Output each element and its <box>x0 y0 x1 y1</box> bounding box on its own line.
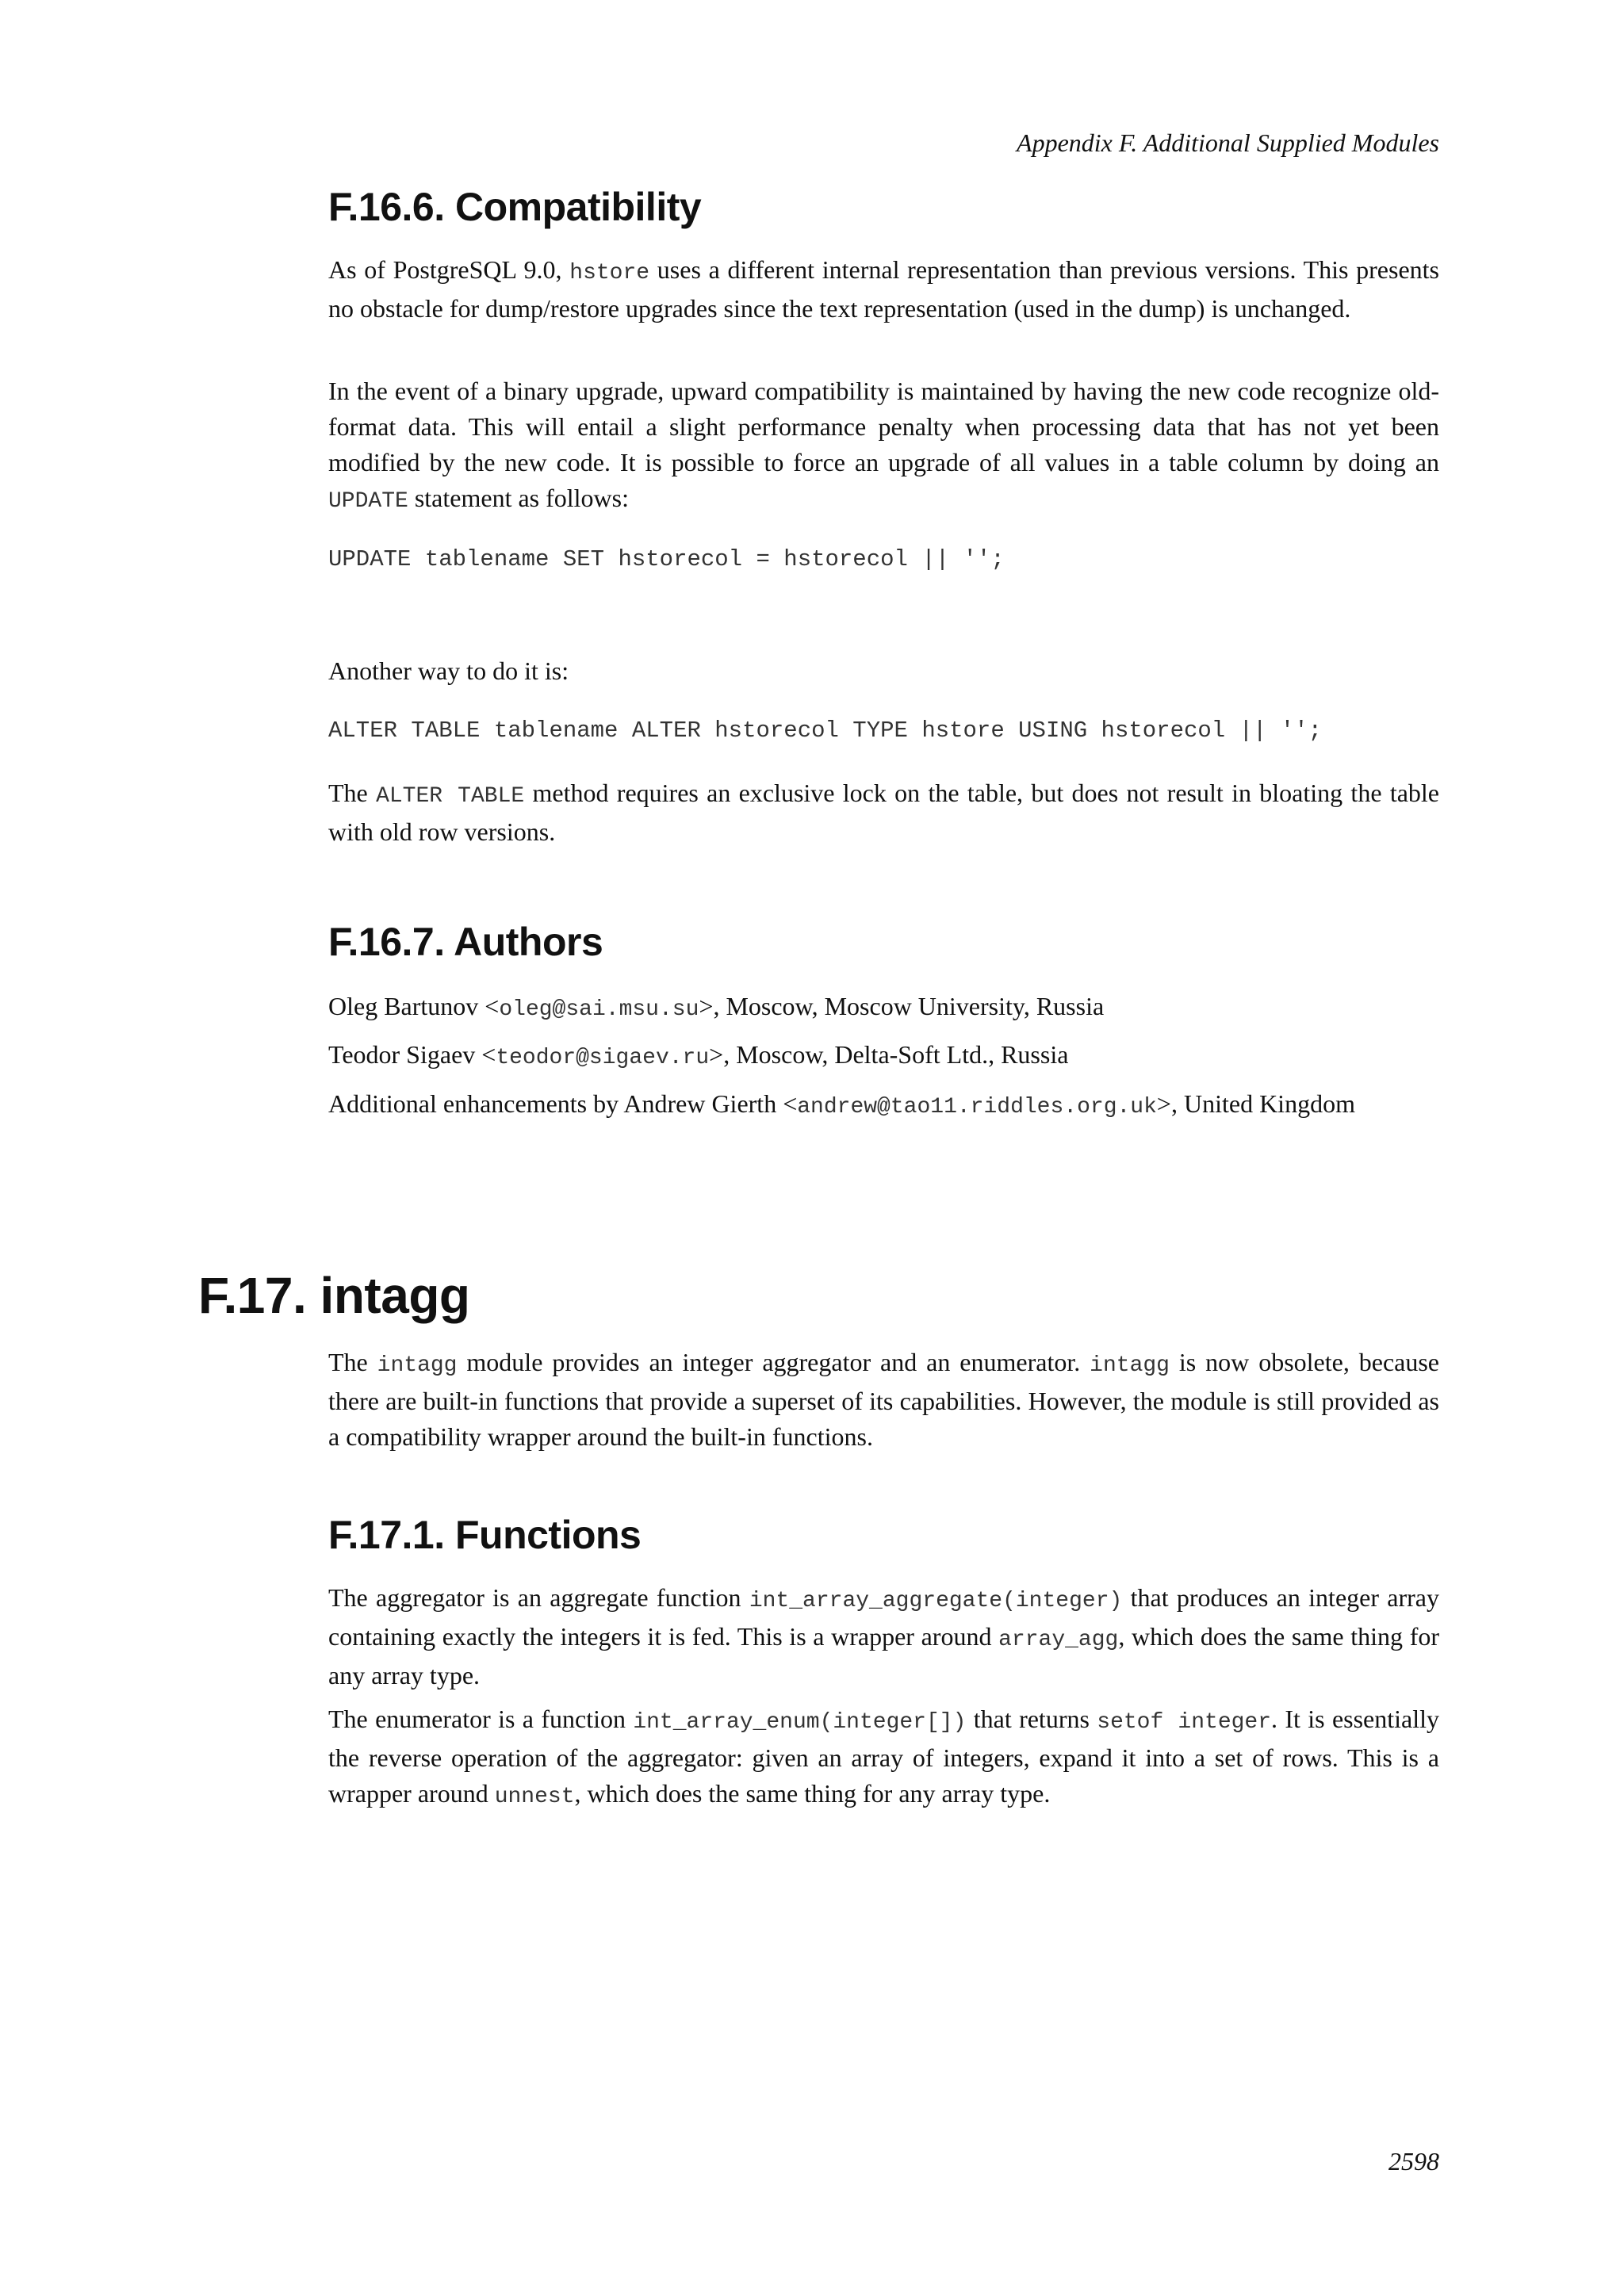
inline-code: intagg <box>1090 1353 1170 1378</box>
heading-functions: F.17.1. Functions <box>328 1513 642 1557</box>
author-email: oleg@sai.msu.su <box>499 997 699 1022</box>
paragraph-compat-3: Another way to do it is: <box>328 656 569 685</box>
paragraph-compat-4: The ALTER TABLE method requires an exclusive lock on the table, but does not result in bloating the table with old row versions. <box>328 779 1440 846</box>
paragraph-functions-1: The aggregator is an aggregate function int_array_aggregate(integer) that produces an integer array containing exactly the integers it is fed. This is a wrapper around array_agg, which does the same thing for any array type. <box>328 1583 1440 1689</box>
paragraph-functions-2: The enumerator is a function int_array_enum(integer[]) that returns setof integer. It is essentially the reverse operation of the aggregator: given an array of integers, expand it into a set of rows. This is a wrapper around unnest, which does the same thing for any array type. <box>328 1705 1440 1809</box>
paragraph-intagg-1: The intagg module provides an integer aggregator and an enumerator. intagg is now obsolete, because there are built-in functions that provide a superset of its capabilities. However, the module is still provided as a compatibility wrapper around the built-in functions. <box>328 1348 1440 1451</box>
author-line: Teodor Sigaev <teodor@sigaev.ru>, Moscow, Delta-Soft Ltd., Russia <box>328 1040 1069 1070</box>
inline-code: intagg <box>377 1353 458 1378</box>
inline-code: setof integer <box>1097 1710 1272 1735</box>
heading-authors: F.16.7. Authors <box>328 920 603 964</box>
author-email: teodor@sigaev.ru <box>496 1046 710 1070</box>
inline-code: int_array_aggregate(integer) <box>749 1589 1123 1613</box>
inline-code: int_array_enum(integer[]) <box>633 1710 967 1735</box>
author-line: Oleg Bartunov <oleg@sai.msu.su>, Moscow, Moscow University, Russia <box>328 992 1105 1022</box>
author-line: Additional enhancements by Andrew Gierth <andrew@tao11.riddles.org.uk>, United Kingdom <box>328 1089 1355 1119</box>
inline-code: unnest <box>494 1785 575 1809</box>
code-block-update: UPDATE tablename SET hstorecol = hstorecol || ''; <box>328 546 1005 572</box>
inline-code: UPDATE <box>328 489 408 514</box>
running-header: Appendix F. Additional Supplied Modules <box>1017 128 1439 157</box>
code-block-alter: ALTER TABLE tablename ALTER hstorecol TYPE hstore USING hstorecol || ''; <box>328 718 1323 744</box>
heading-intagg: F.17. intagg <box>198 1267 470 1324</box>
paragraph-compat-2: In the event of a binary upgrade, upward compatibility is maintained by having the new code recognize old-format data. This will entail a slight performance penalty when processing data that has not yet been modified by the new code. It is possible to force an upgrade of all values in a table column by doing an UPDATE statement as follows: <box>328 377 1439 514</box>
paragraph-compat-1: As of PostgreSQL 9.0, hstore uses a different internal representation than previous versions. This presents no obstacle for dump/restore upgrades since the text representation (used in the dump) is unchanged. <box>328 255 1440 323</box>
page-number: 2598 <box>1388 2147 1439 2175</box>
inline-code: ALTER TABLE <box>376 784 525 809</box>
inline-code: hstore <box>569 261 650 285</box>
inline-code: array_agg <box>998 1628 1119 1652</box>
heading-compatibility: F.16.6. Compatibility <box>328 185 702 229</box>
author-email: andrew@tao11.riddles.org.uk <box>797 1095 1157 1119</box>
